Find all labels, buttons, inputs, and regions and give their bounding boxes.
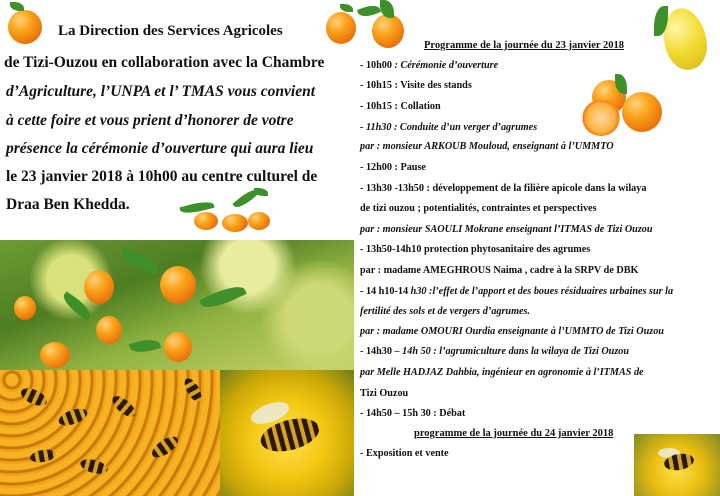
bee-icon bbox=[29, 448, 57, 464]
program-item: - 12h00 : Pause bbox=[360, 162, 426, 173]
bee-icon bbox=[181, 376, 204, 405]
orange-icon bbox=[84, 270, 114, 304]
invitation-line: présence la cérémonie d’ouverture qui aura lieu bbox=[6, 140, 314, 157]
program-item: par Melle HADJAZ Dahbia, ingénieur en agronomie à l’ITMAS de bbox=[360, 367, 644, 378]
orange-icon bbox=[40, 342, 70, 368]
program-item: par : madame AMEGHROUS Naima , cadre à la SRPV de DBK bbox=[360, 265, 639, 276]
program-item: par : monsieur ARKOUB Mouloud, enseignant à l’UMMTO bbox=[360, 141, 614, 152]
program-item: - 10h15 : Visite des stands bbox=[360, 80, 472, 91]
program-item: - 14h50 – 15h 30 : Débat bbox=[360, 408, 466, 419]
program-item: par : madame OMOURI Ourdia enseignante à l’UMMTO de Tizi Ouzou bbox=[360, 326, 664, 337]
orange-icon bbox=[222, 214, 248, 232]
program-item: par : monsieur SAOULI Mokrane enseignant l’ITMAS de Tizi Ouzou bbox=[360, 224, 653, 235]
orange-icon bbox=[160, 266, 196, 304]
program-item: de tizi ouzou ; potentialités, contraintes et perspectives bbox=[360, 203, 597, 214]
bee-icon bbox=[149, 433, 182, 462]
program-item: - 14 h10-14 h30 :l’effet de l’apport et des boues résiduaires urbaines sur la bbox=[360, 286, 674, 297]
leaf-icon bbox=[119, 248, 161, 275]
program-item: Tizi Ouzou bbox=[360, 388, 409, 399]
invitation-line: à cette foire et vous prient d’honorer de votre bbox=[6, 112, 294, 129]
orange-icon bbox=[8, 10, 42, 44]
invitation-line: La Direction des Services Agricoles bbox=[58, 23, 283, 39]
program-item: - 10h15 : Collation bbox=[360, 101, 441, 112]
bee-icon bbox=[57, 405, 90, 428]
program-item: - 13h50-14h10 protection phytosanitaire des agrumes bbox=[360, 244, 591, 255]
bee-icon bbox=[79, 457, 109, 477]
bee-on-flower-photo bbox=[634, 434, 720, 496]
orange-tree-photo bbox=[0, 240, 354, 370]
program-item: - 14h30 – 14h 50 : l’agrumiculture dans la wilaya de Tizi Ouzou bbox=[360, 346, 630, 357]
program-item: fertilité des sols et de vergers d’agrumes. bbox=[360, 306, 531, 317]
orange-icon bbox=[164, 332, 192, 362]
program-day2-title: programme de la journée du 24 janvier 2018 bbox=[414, 428, 614, 439]
invitation-line: d’Agriculture, l’UNPA et l’ TMAS vous convient bbox=[6, 83, 316, 100]
invitation-line: de Tizi-Ouzou en collaboration avec la Chambre bbox=[4, 54, 325, 71]
program-day1-title: Programme de la journée du 23 janvier 2018 bbox=[424, 40, 624, 51]
orange-icon bbox=[96, 316, 122, 344]
bee-icon bbox=[18, 385, 49, 410]
honeycomb-photo bbox=[0, 370, 220, 496]
invitation-line: Draa Ben Khedda. bbox=[6, 196, 130, 213]
bee-on-flower-photo bbox=[220, 370, 354, 496]
program-item: - 13h30 -13h50 : développement de la filière apicole dans la wilaya bbox=[360, 183, 647, 194]
orange-icon bbox=[14, 296, 36, 320]
orange-icon bbox=[248, 212, 270, 230]
program-item: - 10h00 : Cérémonie d’ouverture bbox=[360, 60, 499, 71]
bee-icon bbox=[109, 393, 139, 421]
leaf-icon bbox=[10, 2, 24, 11]
orange-icon bbox=[194, 212, 218, 230]
leaf-icon bbox=[340, 4, 353, 12]
leaf-icon bbox=[129, 336, 161, 355]
program-item: - Exposition et vente bbox=[360, 448, 449, 459]
program-item: - 11h30 : Conduite d’un verger d’agrumes bbox=[360, 122, 538, 133]
leaf-icon bbox=[199, 281, 247, 313]
invitation-line: le 23 janvier 2018 à 10h00 au centre culturel de bbox=[6, 168, 318, 185]
